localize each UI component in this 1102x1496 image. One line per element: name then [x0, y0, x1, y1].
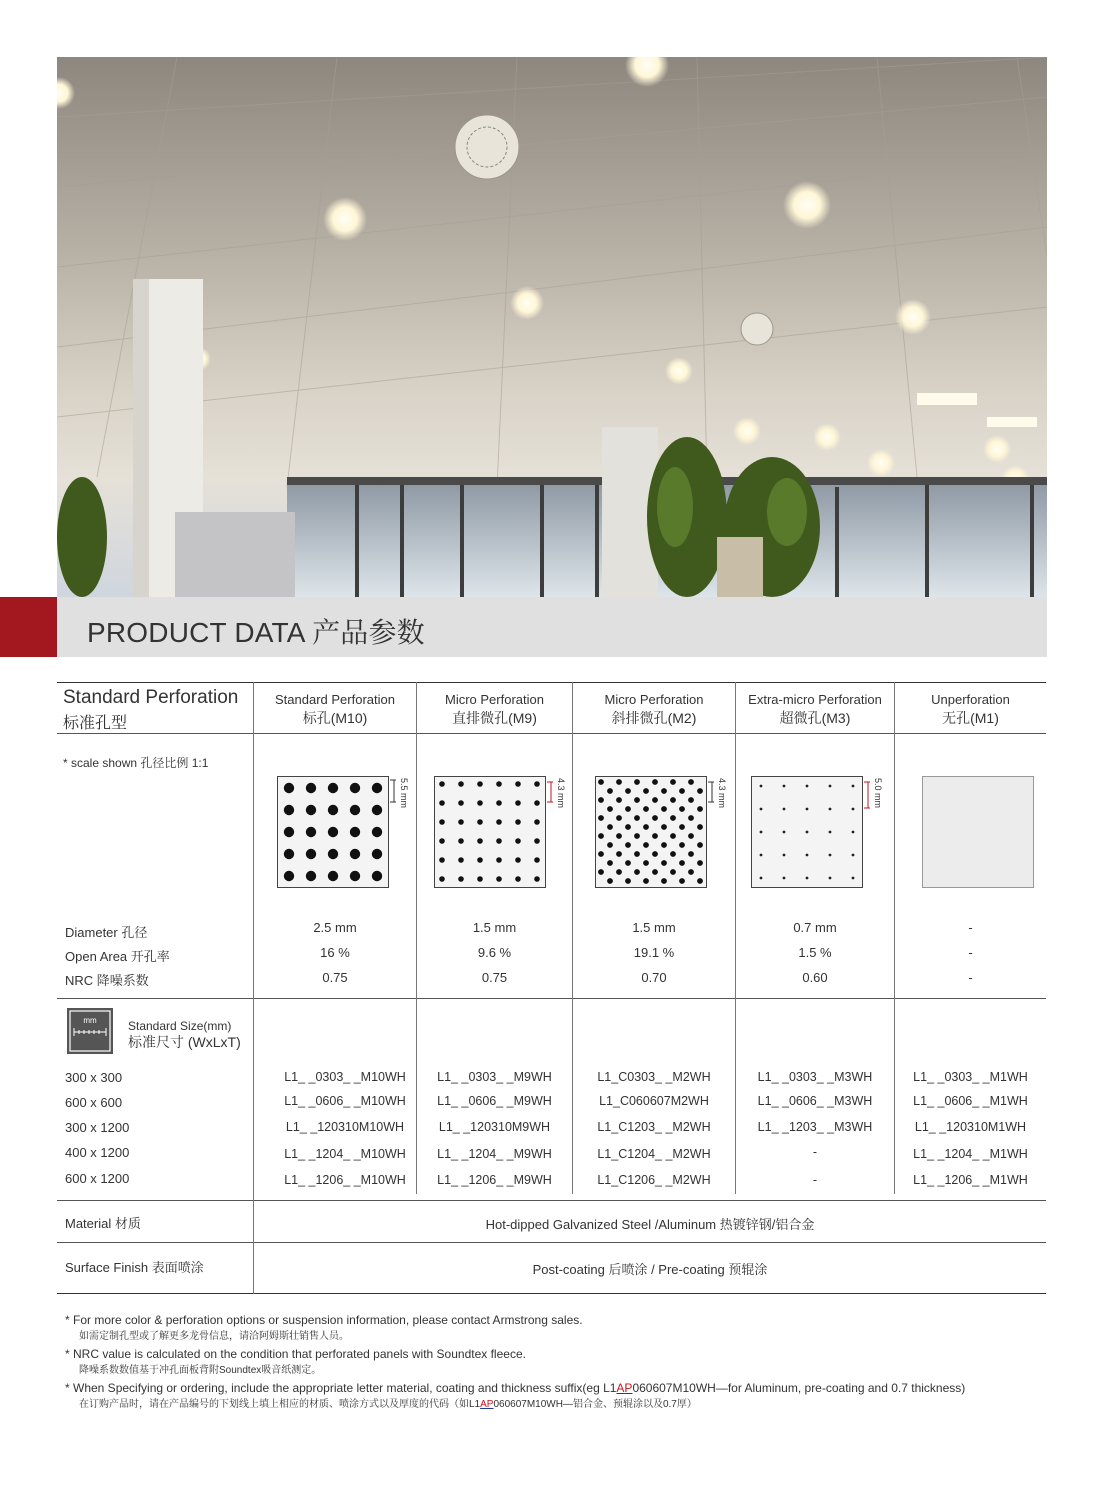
property-value: 0.70	[641, 970, 667, 985]
footnote-en: * For more color & perforation options or suspension information, please contact Armstrong sales.	[65, 1313, 583, 1327]
product-code: L1_ _1203_ _M3WH	[757, 1120, 873, 1134]
sizes-rule	[57, 1200, 1046, 1201]
spacing-marker-m3	[863, 776, 893, 816]
column-divider	[416, 682, 417, 1194]
spacing-marker-m2	[707, 776, 737, 816]
table-heading: Standard Perforation	[63, 687, 239, 708]
product-code: L1_ _0606_ _M9WH	[437, 1094, 552, 1108]
product-code: L1_ _1206_ _M1WH	[913, 1173, 1028, 1187]
footnote-cn: 降噪系数数值基于冲孔面板背附Soundtex吸音纸测定。	[79, 1365, 322, 1376]
ruler-icon-graphic	[67, 1008, 113, 1054]
property-value: -	[968, 920, 973, 935]
standard-size-heading-cn: 标准尺寸 (WxLxT)	[128, 1034, 241, 1050]
size-label: 600 x 1200	[65, 1171, 130, 1186]
ruler-icon-text: mm	[83, 1016, 97, 1025]
dimension-bracket-icon	[546, 776, 556, 816]
office-ceiling-photo	[57, 57, 1047, 597]
table-top-rule	[57, 682, 1046, 683]
perforation-swatch-m2	[595, 776, 707, 888]
perforation-pattern	[752, 777, 862, 887]
product-code: L1_ _1206_ _M10WH	[284, 1173, 406, 1187]
property-value: 19.1 %	[633, 945, 675, 960]
header-rule	[57, 733, 1046, 734]
footnote-cn	[65, 1397, 1065, 1412]
product-code: L1_C1204_ _M2WH	[597, 1147, 711, 1161]
product-code: L1_ _120310M10WH	[285, 1120, 405, 1134]
column-divider	[894, 682, 895, 1194]
ruler-icon	[67, 1008, 113, 1054]
material-code-example: AP	[480, 1399, 494, 1410]
column-header-m10	[254, 691, 416, 727]
column-divider	[572, 682, 573, 1194]
material-code-example: AP	[616, 1381, 633, 1395]
column-header-en: Standard Perforation	[275, 692, 395, 707]
product-code: L1_ _1204_ _M1WH	[913, 1147, 1028, 1161]
surface-finish-value: Post-coating 后喷涂 / Pre-coating 预辊涂	[532, 1262, 768, 1277]
footnote-en	[65, 1380, 1065, 1397]
title-accent-bar	[0, 597, 57, 657]
surface-finish-label: Surface Finish 表面喷涂	[65, 1260, 204, 1275]
product-code: L1_ _0303_ _M3WH	[757, 1070, 873, 1084]
material-value: Hot-dipped Galvanized Steel /Aluminum 热镀锌钢/铝合金	[485, 1217, 815, 1232]
footnote-text: 060607	[632, 1381, 673, 1395]
property-value: 0.75	[322, 970, 348, 985]
footnote-text: M10WH—for Aluminum, pre-coating and 0.7 thickness)	[672, 1381, 966, 1395]
product-code: L1_ _0303_ _M1WH	[913, 1070, 1028, 1084]
size-label: 600 x 600	[65, 1095, 123, 1110]
footnote-text: 060607	[493, 1399, 527, 1410]
dimension-bracket-icon	[707, 776, 717, 816]
column-divider	[735, 682, 736, 1194]
column-header-en: Micro Perforation	[604, 692, 704, 707]
product-code: L1_ _1204_ _M10WH	[284, 1147, 406, 1161]
product-data-table	[57, 682, 1046, 1294]
footnote-cn: 如需定制孔型或了解更多龙骨信息，请洽阿姆斯壮销售人员。	[79, 1331, 349, 1342]
size-label: 300 x 1200	[65, 1120, 130, 1135]
title-band	[57, 597, 1047, 657]
spacing-label: 5.5 mm	[399, 778, 409, 809]
page-title: PRODUCT DATA 产品参数	[87, 617, 425, 648]
spacing-label: 5.0 mm	[873, 778, 883, 809]
property-value: 1.5 mm	[632, 920, 676, 935]
property-value: -	[968, 945, 973, 960]
column-header-cn: 直排微孔(M9)	[452, 710, 537, 726]
spacing-marker-m9	[546, 776, 576, 816]
column-header-cn: 斜排微孔(M2)	[611, 710, 697, 726]
spacing-label: 4.3 mm	[556, 778, 566, 809]
column-header-cn: 标孔(M10)	[302, 710, 368, 726]
product-code: -	[812, 1145, 818, 1159]
product-code: L1_C1203_ _M2WH	[597, 1120, 711, 1134]
property-value: 16 %	[320, 945, 350, 960]
product-code: L1_ _1204_ _M9WH	[437, 1147, 552, 1161]
column-header-cn: 超微孔(M3)	[779, 710, 851, 726]
footnote-text: M10WH—铝合金、预辊涂以及0.7厚）	[526, 1399, 697, 1410]
property-value: 1.5 mm	[472, 920, 517, 935]
product-code: L1_C0303_ _M2WH	[597, 1070, 711, 1084]
perforation-swatch-m3	[751, 776, 863, 888]
product-code: L1_ _0606_ _M3WH	[757, 1094, 873, 1108]
property-value: 0.75	[481, 970, 508, 985]
footnote-text: * When Specifying or ordering, include the appropriate letter material, coating and thickness suffix(eg L1	[65, 1381, 617, 1395]
perforation-pattern	[435, 777, 545, 887]
property-label-nrc: NRC 降噪系数	[65, 973, 149, 988]
product-code: L1_ _0303_ _M9WH	[437, 1070, 552, 1084]
standard-size-heading	[128, 1018, 241, 1050]
product-code: L1_ _0303_ _M10WH	[284, 1070, 406, 1084]
spacing-label: 4.3 mm	[717, 778, 727, 809]
product-code: L1_ _120310M9WH	[438, 1120, 551, 1134]
property-value: 9.6 %	[477, 945, 512, 960]
product-code: L1_C060607M2WH	[599, 1094, 709, 1108]
perforation-swatch-m9	[434, 776, 546, 888]
standard-size-heading-en: Standard Size(mm)	[128, 1019, 232, 1033]
property-value: -	[968, 970, 973, 985]
column-header-en: Micro Perforation	[445, 692, 544, 707]
perforation-swatch-m10	[277, 776, 389, 888]
material-label: Material 材质	[65, 1216, 141, 1231]
column-header-m2	[573, 691, 735, 727]
footnote-text: 在订购产品时，请在产品编号的下划线上填上相应的材质、喷涂方式以及厚度的代码（如L1	[79, 1399, 481, 1410]
product-code: L1_ _1206_ _M9WH	[437, 1173, 552, 1187]
property-value: 2.5 mm	[313, 920, 357, 935]
properties-rule	[57, 998, 1046, 999]
column-header-cn: 无孔(M1)	[942, 710, 999, 726]
column-header-m1	[895, 691, 1046, 727]
product-code: -	[812, 1173, 818, 1187]
column-header-m3	[736, 691, 894, 727]
perforation-pattern	[596, 777, 706, 887]
property-value: 0.7 mm	[793, 920, 837, 935]
size-label: 400 x 1200	[65, 1145, 130, 1160]
product-code: L1_ _0606_ _M10WH	[284, 1094, 406, 1108]
spacing-marker-m10	[389, 776, 419, 816]
perforation-pattern	[278, 777, 388, 887]
property-value: 1.5 %	[798, 945, 832, 960]
dimension-bracket-icon	[389, 776, 399, 816]
table-bottom-rule	[57, 1293, 1046, 1294]
column-header-m9	[417, 691, 572, 727]
property-label-diameter: Diameter 孔径	[65, 925, 148, 940]
footnote-en: * NRC value is calculated on the condition that perforated panels with Soundtex fleece.	[65, 1347, 526, 1361]
perforation-swatch-m1	[922, 776, 1034, 888]
column-header-en: Extra-micro Perforation	[748, 692, 882, 707]
product-code: L1_ _0606_ _M1WH	[913, 1094, 1028, 1108]
property-value: 0.60	[802, 970, 828, 985]
dimension-bracket-icon	[863, 776, 873, 816]
scale-note: * scale shown 孔径比例 1:1	[63, 756, 209, 770]
product-code: L1_ _120310M1WH	[914, 1120, 1027, 1134]
footnotes	[65, 1312, 1065, 1414]
label-column-divider	[253, 682, 254, 1294]
product-code: L1_C1206_ _M2WH	[597, 1173, 711, 1187]
material-rule	[57, 1242, 1046, 1243]
column-header-en: Unperforation	[931, 692, 1010, 707]
property-label-open-area: Open Area 开孔率	[65, 949, 170, 964]
table-heading-cn: 标准孔型	[63, 715, 128, 732]
size-label: 300 x 300	[65, 1070, 123, 1085]
ceiling-photo-illustration	[57, 57, 1047, 597]
